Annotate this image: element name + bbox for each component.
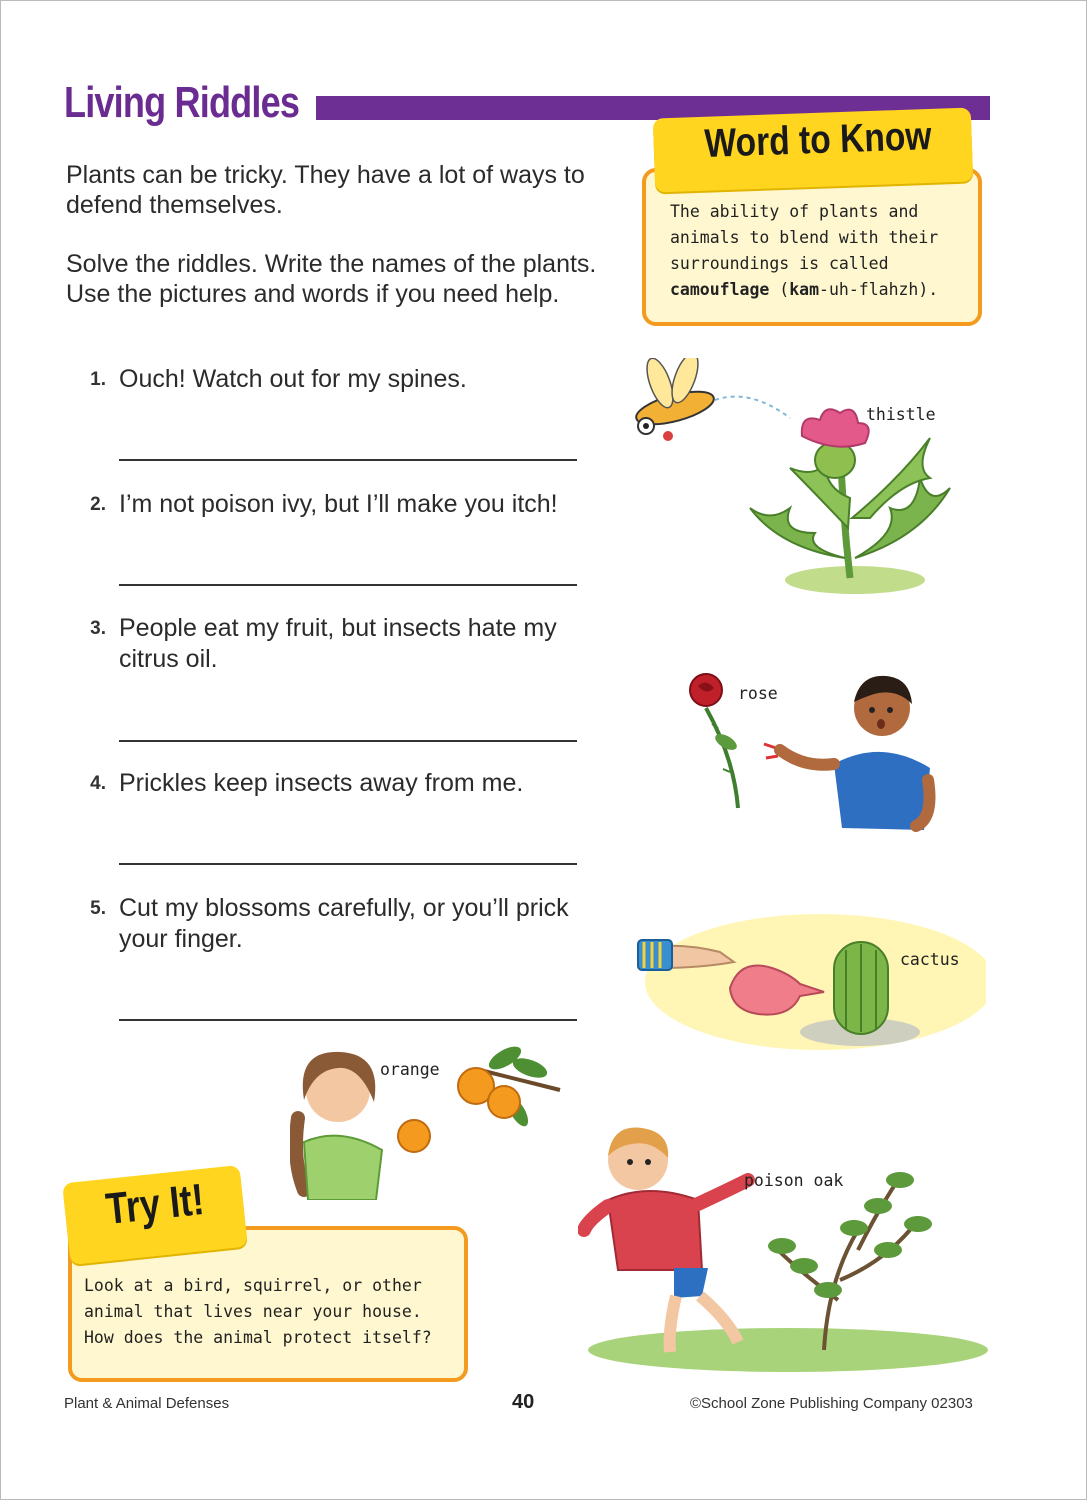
riddle-number: 1. (90, 369, 106, 390)
rose-boy-illustration (684, 668, 944, 846)
thistle-illustration (630, 358, 975, 598)
riddle-number: 5. (90, 898, 106, 919)
poison-oak-label: poison oak (744, 1171, 844, 1190)
answer-line[interactable] (119, 1019, 577, 1021)
page-title: Living Riddles (64, 78, 300, 127)
riddle-text: I’m not poison ivy, but I’ll make you itch! (119, 490, 558, 518)
term: camouflage (670, 280, 770, 299)
answer-line[interactable] (119, 740, 577, 742)
cactus-label: cactus (900, 950, 960, 969)
thistle-label: thistle (866, 405, 936, 424)
answer-line[interactable] (119, 459, 577, 461)
intro-paragraph-2: Solve the riddles. Write the names of the plants. Use the pictures and words if you need help. (66, 250, 597, 308)
orange-label: orange (380, 1060, 440, 1079)
pronunciation-stress: kam (789, 280, 820, 299)
footer-copyright: ©School Zone Publishing Company 02303 (690, 1395, 973, 1412)
cactus-illustration (630, 912, 986, 1062)
answer-line[interactable] (119, 584, 577, 586)
try-it-text: Look at a bird, squirrel, or other animal that lives near your house. How does the animal protect itself? (84, 1276, 432, 1347)
riddle-text: Cut my blossoms carefully, or you’ll prick your finger. (119, 894, 569, 953)
riddle-text: People eat my fruit, but insects hate my citrus oil. (119, 614, 557, 673)
riddle-number: 2. (90, 494, 106, 515)
riddle-number: 3. (90, 618, 106, 639)
rose-label: rose (738, 684, 778, 703)
definition-text: The ability of plants and animals to blend with their surroundings is called (670, 202, 939, 273)
poison-oak-boy-illustration (578, 1120, 988, 1374)
pronunciation-open: ( (769, 280, 790, 299)
footer-section-title: Plant & Animal Defenses (64, 1395, 230, 1412)
riddle-number: 4. (90, 773, 106, 794)
intro-paragraph-1: Plants can be tricky. They have a lot of ways to defend themselves. (66, 161, 585, 219)
word-to-know-title: Word to Know (703, 114, 933, 166)
page-number: 40 (512, 1391, 535, 1413)
pronunciation-rest: -uh-flahzh). (819, 280, 939, 299)
try-it-title: Try It! (103, 1175, 207, 1235)
riddle-text: Prickles keep insects away from me. (119, 769, 524, 797)
riddle-text: Ouch! Watch out for my spines. (119, 365, 467, 393)
answer-line[interactable] (119, 863, 577, 865)
word-to-know-text (670, 199, 970, 303)
